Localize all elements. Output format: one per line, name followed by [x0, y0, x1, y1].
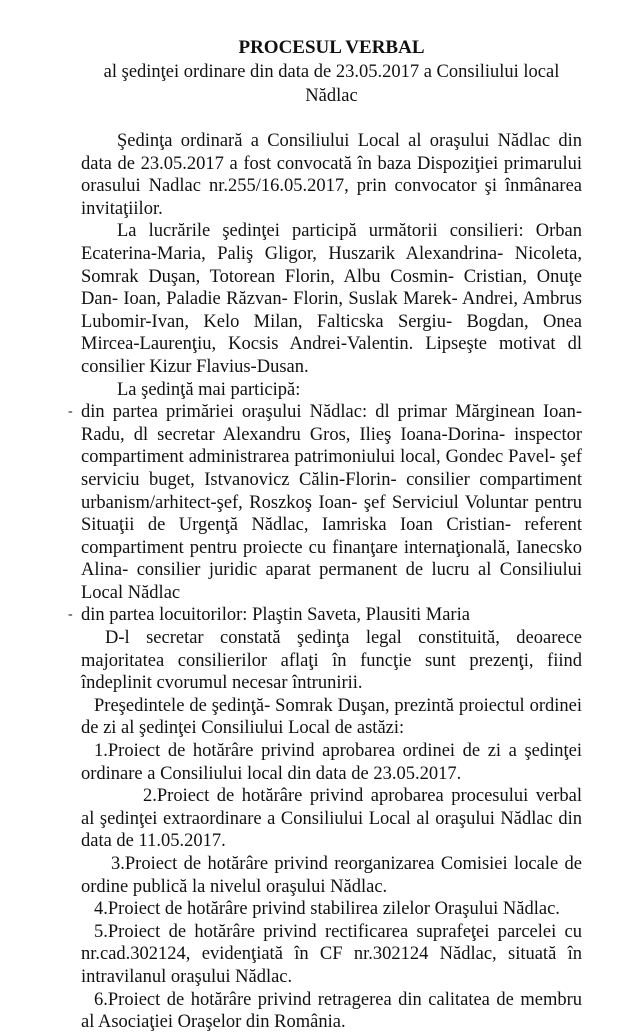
- bullet-mark: -: [68, 607, 73, 623]
- paragraph-convocation: Şedinţa ordinară a Consiliului Local al oraşului Nădlac din data de 23.05.2017 a fost convocată în baza Dispoziţiei primarului orasului Nadlac nr.255/16.05.2017, prin convocator şi înmânarea invitaţiilor.: [81, 131, 582, 219]
- document-subtitle: [81, 60, 582, 108]
- paragraph-also-attending: La şedinţă mai participă:: [117, 379, 301, 400]
- paragraph-quorum: D-l secretar constată şedinţa legal constituită, deoarece majoritatea consilierilor aflaţi în funcţie sunt prezenţi, fiind îndeplinit cvorumul necesar întrunirii.: [81, 628, 582, 694]
- bullet-town-hall: [68, 401, 582, 604]
- subtitle-line-2: Nădlac: [305, 86, 358, 106]
- bullet-citizens: [68, 604, 582, 627]
- agenda-item-5: 5.Proiect de hotărâre privind rectificarea suprafeţei parcelei cu nr.cad.302124, evidenţiată în CF nr.302124 Nădlac, situată în intravilanul oraşului Nădlac.: [81, 921, 582, 987]
- paragraph-participants: La lucrările şedinţei participă următorii consilieri: Orban Ecaterina-Maria, Paliş Gligor, Huszarik Alexandrina- Nicoleta, Somrak Duşan, Totorean Florin, Albu Cosmin- Cristian, Onuţe Dan- Ioan, Paladie Răzvan- Florin, Suslak Marek- Andrei, Ambrus Lubomir-Ivan, Kelo Milan, Falticska Sergiu- Bogdan, Onea Mircea-Laurenţiu, Kocsis Andrei-Valentin. Lipseşte motivat dl consilier Kizur Flavius-Dusan.: [81, 221, 582, 377]
- document-title: PROCESUL VERBAL: [238, 37, 425, 58]
- agenda-item-4: 4.Proiect de hotărâre privind stabilirea zilelor Oraşului Nădlac.: [94, 899, 560, 920]
- agenda-item-3: 3.Proiect de hotărâre privind reorganizarea Comisiei locale de ordine publică la nivelul oraşului Nădlac.: [81, 854, 582, 897]
- bullet-citizens-text: din partea locuitorilor: Plaştin Saveta, Plausiti Maria: [81, 605, 470, 626]
- bullet-mark: -: [68, 404, 73, 420]
- paragraph-agenda-intro: Preşedintele de şedinţă- Somrak Duşan, prezintă proiectul ordinei de zi al şedinţei Consiliului Local de astăzi:: [81, 695, 582, 739]
- subtitle-line-1: al şedinţei ordinare din data de 23.05.2017 a Consiliului local: [103, 62, 560, 82]
- agenda-item-2: 2.Proiect de hotărâre privind aprobarea procesului verbal al şedinţei extraordinare a Consiliului Local al oraşului Nădlac din data de 11.05.2017.: [81, 786, 582, 852]
- agenda-item-6: 6.Proiect de hotărâre privind retragerea din calitatea de membru al Asociaţiei Oraşelor din România.: [81, 989, 582, 1033]
- agenda-item-1: 1.Proiect de hotărâre privind aprobarea ordinei de zi a şedinţei ordinare a Consiliului local din data de 23.05.2017.: [81, 741, 582, 784]
- bullet-town-hall-text: din partea primăriei oraşului Nădlac: dl primar Mărginean Ioan-Radu, dl secretar Alexandru Gros, Ilieş Ioana-Dorina- inspector compartiment administrarea patrimoniului local, Gondec Pavel- şef serviciu buget, Istvanovicz Călin-Florin- consilier compartiment urbanism/arhitect-şef, Roszkoş Ioan- şef Serviciul Voluntar pentru Situaţii de Urgenţă Nădlac, Iamriska Ioan Cristian- referent compartiment pentru proiecte cu finanţare internaţională, Ianecsko Alina- consilier juridic aparat permanent de lucru al Consiliului Local Nădlac: [81, 402, 582, 603]
